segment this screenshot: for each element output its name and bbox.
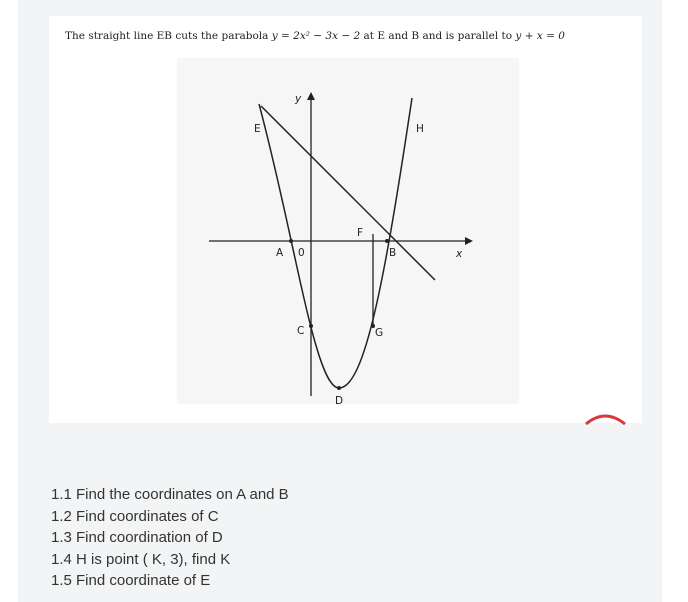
label-b: B — [389, 247, 397, 259]
x-axis-arrow — [465, 237, 473, 245]
label-o: 0 — [298, 247, 305, 259]
problem-statement — [65, 30, 565, 42]
line-eb — [261, 106, 435, 280]
label-c: C — [297, 325, 305, 337]
question-list — [51, 484, 289, 592]
y-axis-arrow — [307, 92, 315, 100]
label-y-axis: y — [295, 93, 302, 105]
question-item: 1.4 H is point ( K, 3), find K — [51, 550, 231, 568]
line-equation: y + x = 0 — [515, 30, 565, 42]
parabola-graph — [177, 58, 519, 404]
label-e: E — [254, 123, 261, 135]
question-item: 1.5 Find coordinate of E — [51, 572, 211, 590]
label-f: F — [357, 227, 364, 239]
question-item: 1.3 Find coordination of D — [51, 529, 223, 547]
label-d: D — [335, 395, 344, 404]
problem-text-before: The straight line EB cuts the parabola — [65, 30, 272, 42]
point-a — [289, 239, 293, 243]
parabola-curve — [259, 98, 412, 388]
label-h: H — [416, 123, 424, 135]
label-a: A — [276, 247, 284, 259]
problem-card — [49, 16, 642, 423]
parabola-equation: y = 2x² − 3x − 2 — [271, 30, 361, 42]
point-c — [309, 324, 313, 328]
question-item: 1.2 Find coordinates of C — [51, 507, 219, 525]
label-x-axis: x — [456, 248, 463, 260]
problem-text-middle: at E and B and is parallel to — [360, 30, 516, 42]
red-arc-icon — [583, 406, 639, 426]
parabola-figure — [177, 58, 519, 404]
question-item: 1.1 Find the coordinates on A and B — [51, 486, 289, 503]
label-g: G — [375, 327, 384, 339]
point-d — [337, 386, 341, 390]
point-b — [385, 239, 389, 243]
